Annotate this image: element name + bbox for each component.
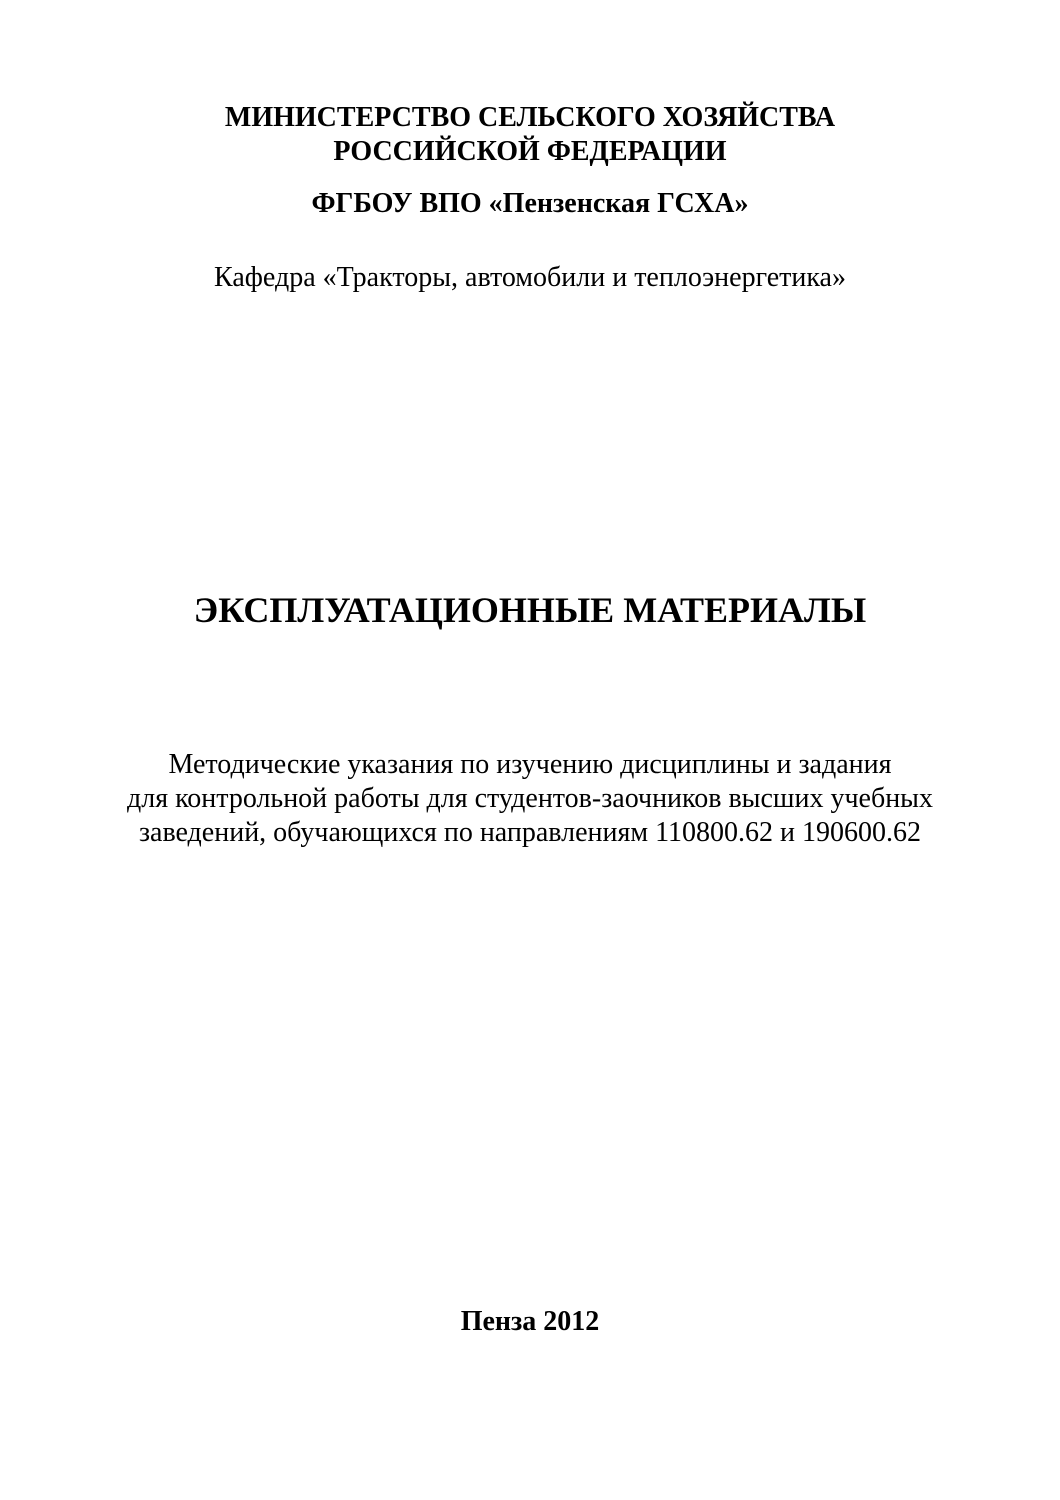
ministry-line-2: РОССИЙСКОЙ ФЕДЕРАЦИИ <box>333 136 727 167</box>
ministry-line-1: МИНИСТЕРСТВО СЕЛЬСКОГО ХОЗЯЙСТВА <box>224 102 836 133</box>
subtitle-line-3: заведений, обучающихся по направлениям 110800.62 и 190600.62 <box>138 817 922 848</box>
institution-heading <box>0 187 1060 221</box>
document-subtitle <box>0 748 1060 850</box>
subtitle-line-2: для контрольной работы для студентов-заочников высших учебных <box>126 783 933 814</box>
subtitle-line-1: Методические указания по изучению дисциплины и задания <box>168 749 892 780</box>
place-year <box>0 1305 1060 1339</box>
ministry-heading <box>0 101 1060 169</box>
department-name: Кафедра «Тракторы, автомобили и теплоэнергетика» <box>214 262 846 293</box>
institution-name: ФГБОУ ВПО «Пензенская ГСХА» <box>311 188 749 219</box>
department-heading <box>0 261 1060 295</box>
document-title <box>0 588 1060 632</box>
place-year-text: Пенза 2012 <box>460 1306 600 1337</box>
document-title-text: ЭКСПЛУАТАЦИОННЫЕ МАТЕРИАЛЫ <box>193 590 867 630</box>
